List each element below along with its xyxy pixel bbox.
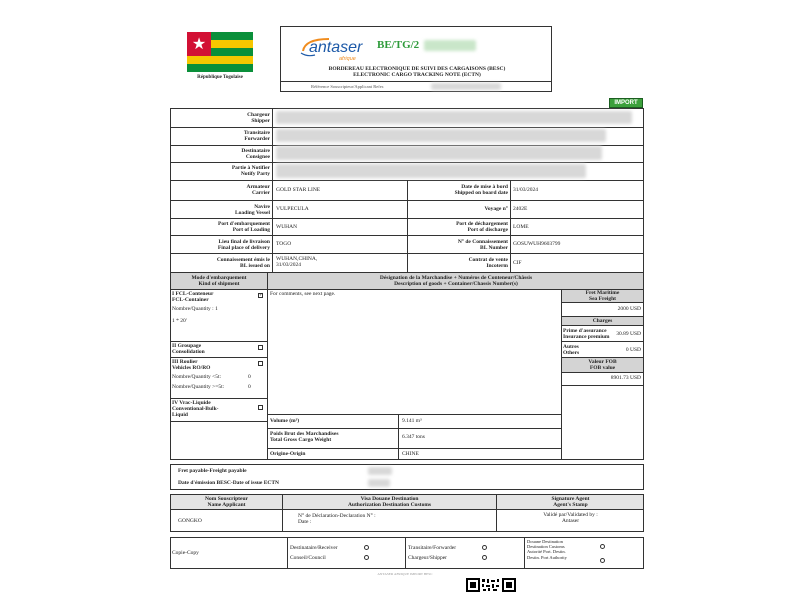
- applicant-name-header: Nom Souscripteur Name Applicant: [205, 496, 248, 508]
- copy-port-radio[interactable]: [600, 558, 605, 563]
- sea-freight-label: Fret Maritime Sea Freight: [585, 290, 620, 302]
- roro-ge5: Nombre/Quantity >=5t:: [172, 384, 225, 390]
- fcl-container-size: 1 * 20': [172, 318, 187, 324]
- forwarder-label: Transitaire Forwarder: [243, 130, 270, 142]
- consignee-value-redacted: [276, 146, 602, 160]
- carrier-value: GOLD STAR LINE: [276, 187, 321, 193]
- weight-value: 6.347 tons: [402, 434, 425, 440]
- fob-value: 8901.73 USD: [610, 375, 641, 381]
- consignee-label: Destinataire Consignee: [241, 148, 270, 160]
- volume-value: 9.141 m³: [402, 418, 422, 424]
- header-title-box: antaser afrique BE/TG/2 BORDEREAU ELECTRONIQUE DE SUIVI DES CARGAISONS (BESC) ELECTRONIC CARGO TRACKING NOTE (ECTN) Référence Souscripteur/Applicant Refer.: [280, 26, 552, 92]
- origin-value: CHINE: [402, 451, 419, 457]
- applicant-name-value: GONGKO: [178, 518, 202, 524]
- copy-shipper-radio[interactable]: [482, 555, 487, 560]
- sea-freight-value: 2000 USD: [617, 306, 641, 312]
- roro-label: III Roulier Vehicles RO/RO: [172, 359, 211, 371]
- description-header: Désignation de la Marchandise + Numéros de Conteneur/Châssis Description of goods + Container/Chassis Number(s): [379, 275, 533, 287]
- roro-checkbox[interactable]: [258, 361, 263, 366]
- copy-consignee-radio[interactable]: [364, 545, 369, 550]
- fcl-label: I FCL-Conteneur FCL-Container: [172, 291, 214, 303]
- fcl-checkbox[interactable]: ✓: [259, 293, 264, 298]
- agent-stamp-header: Signature Agent Agent's Stamp: [551, 496, 590, 508]
- notify-party-label: Partie à Notifier Notify Party: [231, 165, 270, 177]
- copy-shipper: Chargeur/Shipper: [408, 555, 448, 561]
- antaser-logo: antaser afrique: [295, 35, 371, 63]
- qr-code: [466, 578, 516, 592]
- pol-value: WUHAN: [276, 224, 298, 230]
- copy-council: Conseil/Council: [290, 555, 326, 561]
- weight-label: Poids Brut des Marchandises Total Gross Cargo Weight: [270, 431, 339, 443]
- copy-forwarder: Transitaire/Forwarder: [408, 545, 457, 551]
- copy-box: [170, 537, 644, 569]
- customs-visa-header: Visa Douane Destination Authorization Destination Customs: [347, 496, 432, 508]
- comments-text: For comments, see next page.: [270, 291, 336, 297]
- issue-date-label: Date d'émission BESC-Date of issue ECTN: [178, 480, 279, 486]
- groupage-checkbox[interactable]: [258, 345, 263, 350]
- declaration-number: N° de Déclaration-Declaration N° : Date :: [298, 513, 376, 525]
- vessel-value: VULPECULA: [276, 206, 309, 212]
- others-label: Autres Others: [563, 344, 580, 356]
- country-name: République Togolaise: [197, 75, 243, 80]
- import-badge: IMPORT: [609, 98, 643, 108]
- shipper-value-redacted: [276, 111, 632, 124]
- bulk-checkbox[interactable]: [258, 405, 263, 410]
- bl-number-value: GOSUWUH9603799: [513, 241, 561, 247]
- shipper-label: Chargeur Shipper: [247, 112, 270, 124]
- others-value: 0 USD: [625, 347, 641, 353]
- copy-customs: Douane Destination Destination Customs Autorité Port. Destin. Destin. Port Authority: [527, 539, 567, 560]
- incoterm-value: CIF: [513, 260, 522, 266]
- forwarder-value-redacted: [276, 129, 606, 142]
- kind-of-shipment-header: Mode d'embarquement Kind of shipment: [191, 275, 247, 287]
- copy-label: Copie-Copy: [172, 550, 199, 556]
- bulk-label: IV Vrac-Liquide Conventional-Bulk- Liquid: [172, 400, 219, 418]
- pod-value: LOME: [513, 224, 529, 230]
- fcl-quantity: Nombre/Quantity : 1: [172, 306, 218, 312]
- togo-flag: [187, 32, 253, 72]
- freight-payable-label: Fret payable-Freight payable: [178, 468, 247, 474]
- final-place-value: TOGO: [276, 241, 292, 247]
- voyage-value: 2402E: [513, 206, 528, 212]
- besc-reference: BE/TG/2: [377, 39, 420, 51]
- validated-by: Validé par/Validated by : Antaser: [543, 512, 598, 524]
- bl-issued-value: WUHAN,CHINA, 31/03/2024: [276, 256, 318, 268]
- copy-consignee: Destinataire/Receiver: [290, 545, 338, 551]
- copy-council-radio[interactable]: [364, 555, 369, 560]
- fob-label: Valeur FOB FOB value: [588, 359, 617, 371]
- groupage-label: II Groupage Consolidation: [172, 343, 205, 355]
- roro-lt5: Nombre/Quantity <5t:: [172, 374, 222, 380]
- footer-ref: ANTASER AFRIQUE IMPORT BESC: [377, 572, 433, 576]
- copy-customs-radio[interactable]: [600, 544, 605, 549]
- insurance-label: Prime d'assurance Insurance premium: [563, 328, 610, 340]
- shipped-date-value: 31/03/2024: [513, 187, 539, 193]
- charges-label: Charges: [592, 318, 613, 324]
- insurance-value: 30.89 USD: [616, 331, 641, 337]
- origin-label: Origine-Origin: [270, 451, 306, 457]
- copy-forwarder-radio[interactable]: [482, 545, 487, 550]
- star-icon: ★: [191, 34, 207, 53]
- volume-label: Volume (m³): [270, 418, 300, 424]
- notify-value-redacted: [276, 164, 586, 178]
